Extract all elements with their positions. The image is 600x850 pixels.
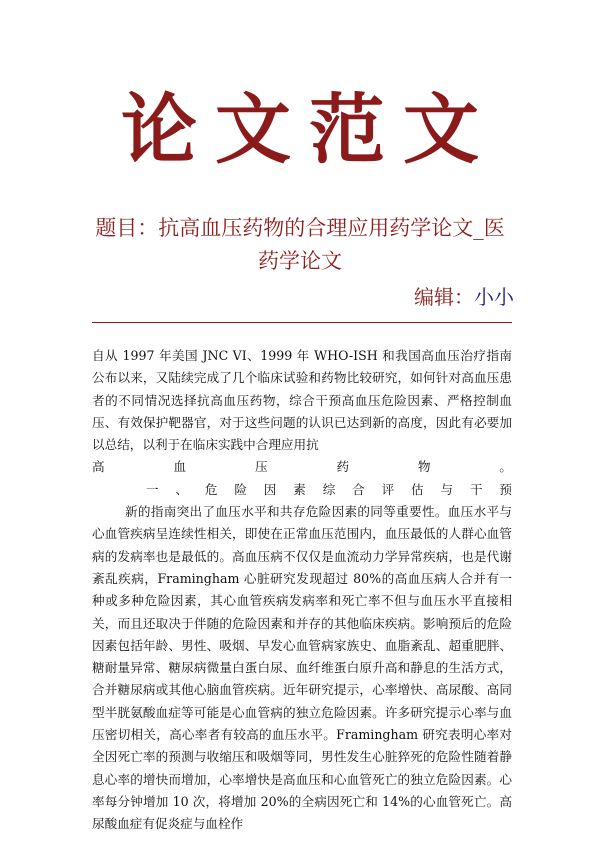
editor-line	[414, 283, 514, 311]
article-body	[92, 345, 512, 836]
title-divider	[92, 322, 512, 323]
intro-paragraph: 自从 1997 年美国 JNC VI、1999 年 WHO-ISH 和我国高血压治疗指南公布以来，又陆续完成了几个临床试验和药物比较研究，如何针对高血压患者的不同情况选择抗高血压药物，综合干预高血压危险因素、严格控制血压、有效保护靶器官，对于这些问题的认识已达到新的高度，因此有必要加以总结，以利于在临床实践中合理应用抗	[92, 348, 512, 453]
article-title: 题目：抗高血压药物的合理应用药学论文_医药学论文	[95, 216, 505, 273]
editor-name: 小小	[474, 285, 514, 309]
document-banner-title: 论文范文	[121, 85, 497, 174]
editor-label: 编辑：	[414, 285, 474, 309]
intro-paragraph-end: 高 血 压 药 物 。	[92, 459, 512, 475]
section-heading: 一、危险因素综合评估与干预	[146, 481, 512, 497]
body-paragraph: 新的指南突出了血压水平和共存危险因素的同等重要性。血压水平与心血管疾病呈连续性相关，即使在正常血压范围内，血压最低的人群心血管病的发病率也是最低的。高血压病不仅仅是血流动力学异常疾病，也是代谢紊乱疾病，Framingham 心脏研究发现超过 80%的高血压病人合并有一种或多种危险因素，其心血管疾病发病率和死亡率不但与血压水平直接相关，而且还取决于伴随的危险因素和并存的其他临床疾病。影响预后的危险因素包括年龄、男性、吸烟、早发心血管病家族史、血脂紊乱、超重肥胖、糖耐量异常、糖尿病微量白蛋白尿、血纤维蛋白原升高和静息的生活方式，合并糖尿病或其他心脑血管疾病。近年研究提示，心率增快、高尿酸、高同型半胱氨酸血症等可能是心血管病的独立危险因素。许多研究提示心率与血压密切相关，高心率者有较高的血压水平。Framingham 研究表明心率对全因死亡率的预测与收缩压和吸烟等同，男性发生心脏猝死的危险性随着静息心率的增快而增加，心率增快是高血压和心血管死亡的独立危险因素。心率每分钟增加 10 次，将增加 20%的全病因死亡和 14%的心血管死亡。高尿酸血症有促炎症与血栓作	[92, 504, 512, 832]
